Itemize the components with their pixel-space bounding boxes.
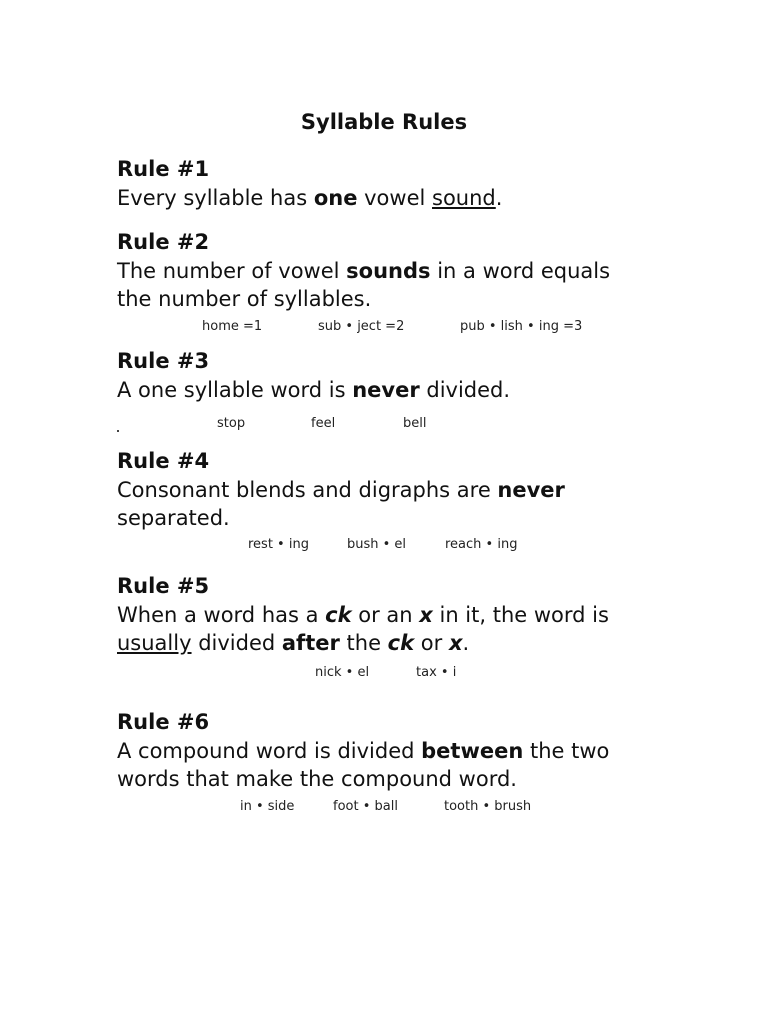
example-word: in • side (240, 799, 295, 814)
rule-1 (117, 156, 717, 212)
rule-text-segment: the two words that make the compound word. (117, 739, 610, 791)
rule-text-segment: ck (325, 603, 352, 627)
rule-text-segment: divided (191, 631, 282, 655)
rule-text (117, 476, 617, 532)
example-word: reach • ing (445, 537, 518, 552)
rule-text-segment: the (339, 631, 388, 655)
rule-text-segment: or an (351, 603, 420, 627)
example-word: bell (403, 416, 427, 431)
rule-text-segment: x (448, 631, 463, 655)
example-word: stop (217, 416, 246, 431)
rule-4 (117, 448, 617, 532)
rule-5 (117, 573, 657, 657)
rule-2 (117, 229, 647, 313)
rule-text-segment: after (281, 631, 340, 655)
rule-text (117, 257, 647, 313)
rule-text (117, 376, 717, 404)
rule-heading: Rule #2 (117, 230, 210, 254)
rule-text-segment: separated. (117, 506, 230, 530)
rule-text-segment: The number of vowel (117, 259, 347, 283)
example-word: foot • ball (333, 799, 398, 814)
rule-heading: Rule #5 (117, 574, 210, 598)
rule-heading: Rule #6 (117, 710, 210, 734)
rule-text-segment: sound (432, 186, 496, 210)
rule-text-segment: in it, the word is (432, 603, 609, 627)
example-word: tax • i (416, 665, 457, 680)
example-word: bush • el (347, 537, 407, 552)
rule-text-segment: x (419, 603, 433, 627)
rule-text (117, 601, 657, 657)
rule-text-segment: in a word equals the number of syllables. (117, 259, 611, 311)
example-word: sub • ject =2 (318, 319, 405, 334)
rule-text (117, 737, 652, 793)
rule-6 (117, 709, 652, 793)
example-word: rest • ing (248, 537, 309, 552)
rule-text (117, 184, 717, 212)
example-word: tooth • brush (444, 799, 532, 814)
rule-text-segment: sounds (346, 259, 431, 283)
rule-text-segment: or (414, 631, 449, 655)
rule-text-segment: usually (117, 631, 192, 655)
rule-text-segment: When a word has a (117, 603, 326, 627)
rule-3 (117, 348, 717, 404)
rule-text-segment: . (495, 186, 503, 210)
example-word: nick • el (315, 665, 370, 680)
stray-mark (117, 430, 119, 432)
rule-text-segment: A one syllable word is (117, 378, 353, 402)
rule-text-segment: between (421, 739, 524, 763)
example-word: feel (311, 416, 336, 431)
rule-text-segment: ck (387, 631, 415, 655)
page-title: Syllable Rules (300, 110, 468, 134)
rule-heading: Rule #1 (117, 157, 210, 181)
rule-text-segment: one (313, 186, 358, 210)
rule-text-segment: vowel (357, 186, 433, 210)
rule-heading: Rule #3 (117, 349, 210, 373)
rule-text-segment: never (497, 478, 565, 502)
rule-text-segment: Consonant blends and digraphs are (117, 478, 498, 502)
example-word: home =1 (202, 319, 263, 334)
rule-text-segment: Every syllable has (117, 186, 314, 210)
rule-text-segment: never (352, 378, 420, 402)
rule-text-segment: . (462, 631, 470, 655)
rule-text-segment: A compound word is divided (117, 739, 422, 763)
rule-text-segment: divided. (419, 378, 511, 402)
example-word: pub • lish • ing =3 (460, 319, 583, 334)
rule-heading: Rule #4 (117, 449, 210, 473)
